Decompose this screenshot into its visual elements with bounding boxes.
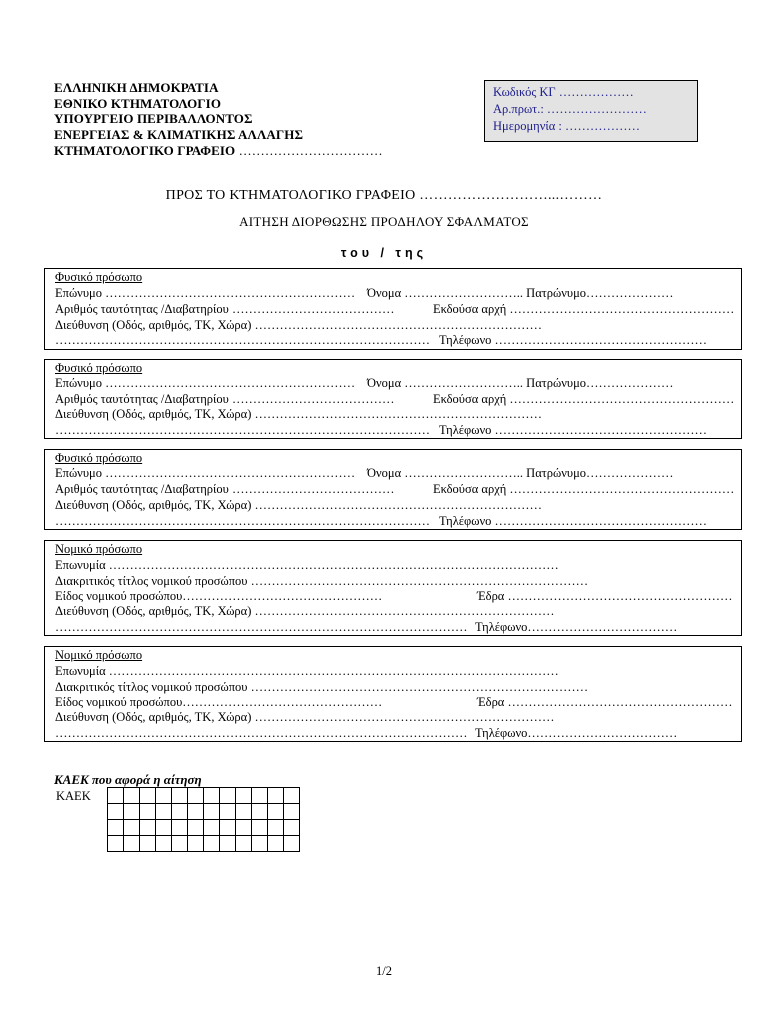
- kg-code-field[interactable]: Κωδικός ΚΓ ………………: [493, 85, 634, 99]
- kaek-cell[interactable]: [156, 836, 172, 852]
- protocol-info-box: [484, 80, 698, 142]
- kaek-cell[interactable]: [204, 820, 220, 836]
- kaek-grid[interactable]: [107, 787, 300, 852]
- address-field[interactable]: Διεύθυνση (Οδός, αριθμός, ΤΚ, Χώρα) ………………………………………………………………: [55, 710, 555, 724]
- seat-field[interactable]: Έδρα ………………………………………………: [477, 695, 733, 709]
- company-name-field[interactable]: Επωνυμία ………………………………………………………………………………………………: [55, 664, 559, 678]
- legal-person-box-1: [44, 540, 742, 636]
- kaek-cell[interactable]: [236, 820, 252, 836]
- kaek-cell[interactable]: [172, 836, 188, 852]
- kaek-cell[interactable]: [252, 804, 268, 820]
- phone-field[interactable]: Τηλέφωνο………………………………: [475, 726, 678, 740]
- address-continuation[interactable]: ………………………………………………………………………………………: [55, 726, 468, 740]
- address-continuation[interactable]: ………………………………………………………………………………………: [55, 620, 468, 634]
- seat-field[interactable]: Έδρα ………………………………………………: [477, 589, 733, 603]
- kaek-cell[interactable]: [268, 836, 284, 852]
- id-number-field[interactable]: Αριθμός ταυτότητας /Διαβατηρίου …………………………………: [55, 392, 395, 406]
- legal-type-field[interactable]: Είδος νομικού προσώπου…………………………………………: [55, 695, 383, 709]
- name-father-field[interactable]: Όνομα ……………………….. Πατρώνυμο…………………: [367, 376, 674, 390]
- kaek-section-title: ΚΑΕΚ που αφορά η αίτηση: [54, 772, 202, 787]
- office-label: ΚΤΗΜΑΤΟΛΟΓΙΚΟ ΓΡΑΦΕΙΟ: [54, 143, 236, 158]
- address-field[interactable]: Διεύθυνση (Οδός, αριθμός, ΤΚ, Χώρα) ……………………………………………………………: [55, 407, 542, 421]
- kaek-grid-row: [108, 788, 300, 804]
- kaek-cell[interactable]: [236, 804, 252, 820]
- request-title: ΑΙΤΗΣΗ ΔΙΟΡΘΩΣΗΣ ΠΡΟΔΗΛΟΥ ΣΦΑΛΜΑΤΟΣ: [239, 214, 529, 229]
- issuing-authority-field[interactable]: Εκδούσα αρχή ………………………………………………: [433, 482, 735, 496]
- kaek-cell[interactable]: [188, 804, 204, 820]
- page-number: 1/2: [376, 964, 392, 978]
- id-number-field[interactable]: Αριθμός ταυτότητας /Διαβατηρίου …………………………………: [55, 302, 395, 316]
- kaek-cell[interactable]: [140, 820, 156, 836]
- kaek-cell[interactable]: [268, 804, 284, 820]
- natural-person-box-2: [44, 359, 742, 439]
- surname-field[interactable]: Επώνυμο ……………………………………………………: [55, 466, 356, 480]
- office-dots: ……………………………: [238, 143, 383, 158]
- kaek-grid-row: [108, 820, 300, 836]
- kaek-cell[interactable]: [108, 836, 124, 852]
- legal-person-heading: Νομικό πρόσωπο: [55, 648, 143, 662]
- phone-field[interactable]: Τηλέφωνο………………………………: [475, 620, 678, 634]
- kaek-cell[interactable]: [284, 804, 300, 820]
- kaek-grid-row: [108, 836, 300, 852]
- natural-person-box-3: [44, 449, 742, 530]
- kaek-cell[interactable]: [124, 820, 140, 836]
- kaek-cell[interactable]: [204, 804, 220, 820]
- kaek-cell[interactable]: [108, 804, 124, 820]
- address-continuation[interactable]: ………………………………………………………………………………: [55, 333, 430, 347]
- kaek-cell[interactable]: [268, 788, 284, 804]
- distinctive-title-field[interactable]: Διακριτικός τίτλος νομικού προσώπου ………………………………………………………………………: [55, 574, 589, 588]
- address-continuation[interactable]: ………………………………………………………………………………: [55, 514, 430, 528]
- surname-field[interactable]: Επώνυμο ……………………………………………………: [55, 286, 356, 300]
- phone-field[interactable]: Τηλέφωνο ……………………………………………: [439, 423, 707, 437]
- kaek-cell[interactable]: [140, 804, 156, 820]
- natural-person-heading: Φυσικό πρόσωπο: [55, 451, 143, 465]
- address-field[interactable]: Διεύθυνση (Οδός, αριθμός, ΤΚ, Χώρα) ………………………………………………………………: [55, 604, 555, 618]
- kaek-cell[interactable]: [140, 836, 156, 852]
- kaek-cell[interactable]: [204, 788, 220, 804]
- legal-person-heading: Νομικό πρόσωπο: [55, 542, 143, 556]
- kaek-cell[interactable]: [172, 820, 188, 836]
- phone-field[interactable]: Τηλέφωνο ……………………………………………: [439, 333, 707, 347]
- kaek-cell[interactable]: [268, 820, 284, 836]
- kaek-cell[interactable]: [220, 820, 236, 836]
- header-line-4: ΕΝΕΡΓΕΙΑΣ & ΚΛΙΜΑΤΙΚΗΣ ΑΛΛΑΓΗΣ: [54, 127, 304, 142]
- kaek-cell[interactable]: [236, 836, 252, 852]
- distinctive-title-field[interactable]: Διακριτικός τίτλος νομικού προσώπου ………………………………………………………………………: [55, 680, 589, 694]
- header-line-1: ΕΛΛΗΝΙΚΗ ΔΗΜΟΚΡΑΤΙΑ: [54, 80, 219, 95]
- kaek-cell[interactable]: [124, 836, 140, 852]
- kaek-cell[interactable]: [284, 820, 300, 836]
- kaek-cell[interactable]: [172, 788, 188, 804]
- kaek-grid-row: [108, 804, 300, 820]
- kaek-cell[interactable]: [284, 788, 300, 804]
- kaek-cell[interactable]: [236, 788, 252, 804]
- kaek-cell[interactable]: [220, 804, 236, 820]
- kaek-cell[interactable]: [156, 820, 172, 836]
- kaek-cell[interactable]: [124, 788, 140, 804]
- kaek-cell[interactable]: [156, 804, 172, 820]
- kaek-cell[interactable]: [204, 836, 220, 852]
- natural-person-box-1: [44, 268, 742, 350]
- header-line-2: ΕΘΝΙΚΟ ΚΤΗΜΑΤΟΛΟΓΙΟ: [54, 96, 222, 111]
- address-field[interactable]: Διεύθυνση (Οδός, αριθμός, ΤΚ, Χώρα) ……………………………………………………………: [55, 498, 542, 512]
- header-office-line: [54, 143, 383, 159]
- kaek-cell[interactable]: [252, 820, 268, 836]
- kaek-cell[interactable]: [172, 804, 188, 820]
- kaek-cell[interactable]: [140, 788, 156, 804]
- natural-person-heading: Φυσικό πρόσωπο: [55, 270, 143, 284]
- kaek-cell[interactable]: [188, 836, 204, 852]
- kaek-label: ΚΑΕΚ: [56, 789, 91, 803]
- of-title: του / της: [340, 246, 428, 260]
- header-line-3: ΥΠΟΥΡΓΕΙΟ ΠΕΡΙΒΑΛΛΟΝΤΟΣ: [54, 111, 253, 126]
- name-father-field[interactable]: Όνομα ……………………….. Πατρώνυμο…………………: [367, 466, 674, 480]
- kaek-cell[interactable]: [188, 820, 204, 836]
- company-name-field[interactable]: Επωνυμία ………………………………………………………………………………………………: [55, 558, 559, 572]
- natural-person-heading: Φυσικό πρόσωπο: [55, 361, 143, 375]
- kaek-cell[interactable]: [284, 836, 300, 852]
- kaek-cell[interactable]: [108, 788, 124, 804]
- date-field[interactable]: Ημερομηνία : ………………: [493, 119, 640, 133]
- to-office-title: ΠΡΟΣ ΤΟ ΚΤΗΜΑΤΟΛΟΓΙΚΟ ΓΡΑΦΕΙΟ ………………………...………: [165, 188, 603, 203]
- kaek-cell[interactable]: [220, 788, 236, 804]
- legal-person-box-2: [44, 646, 742, 742]
- phone-field[interactable]: Τηλέφωνο ……………………………………………: [439, 514, 707, 528]
- protocol-number-field[interactable]: Αρ.πρωτ.: ……………………: [493, 102, 647, 116]
- kaek-cell[interactable]: [108, 820, 124, 836]
- kaek-cell[interactable]: [252, 836, 268, 852]
- kaek-cell[interactable]: [188, 788, 204, 804]
- issuing-authority-field[interactable]: Εκδούσα αρχή ………………………………………………: [433, 392, 735, 406]
- kaek-cell[interactable]: [220, 836, 236, 852]
- issuing-authority-field[interactable]: Εκδούσα αρχή ………………………………………………: [433, 302, 735, 316]
- address-field[interactable]: Διεύθυνση (Οδός, αριθμός, ΤΚ, Χώρα) ……………………………………………………………: [55, 318, 542, 332]
- kaek-cell[interactable]: [124, 804, 140, 820]
- name-father-field[interactable]: Όνομα ……………………….. Πατρώνυμο…………………: [367, 286, 674, 300]
- legal-type-field[interactable]: Είδος νομικού προσώπου…………………………………………: [55, 589, 383, 603]
- kaek-cell[interactable]: [252, 788, 268, 804]
- kaek-cell[interactable]: [156, 788, 172, 804]
- id-number-field[interactable]: Αριθμός ταυτότητας /Διαβατηρίου …………………………………: [55, 482, 395, 496]
- address-continuation[interactable]: ………………………………………………………………………………: [55, 423, 430, 437]
- surname-field[interactable]: Επώνυμο ……………………………………………………: [55, 376, 356, 390]
